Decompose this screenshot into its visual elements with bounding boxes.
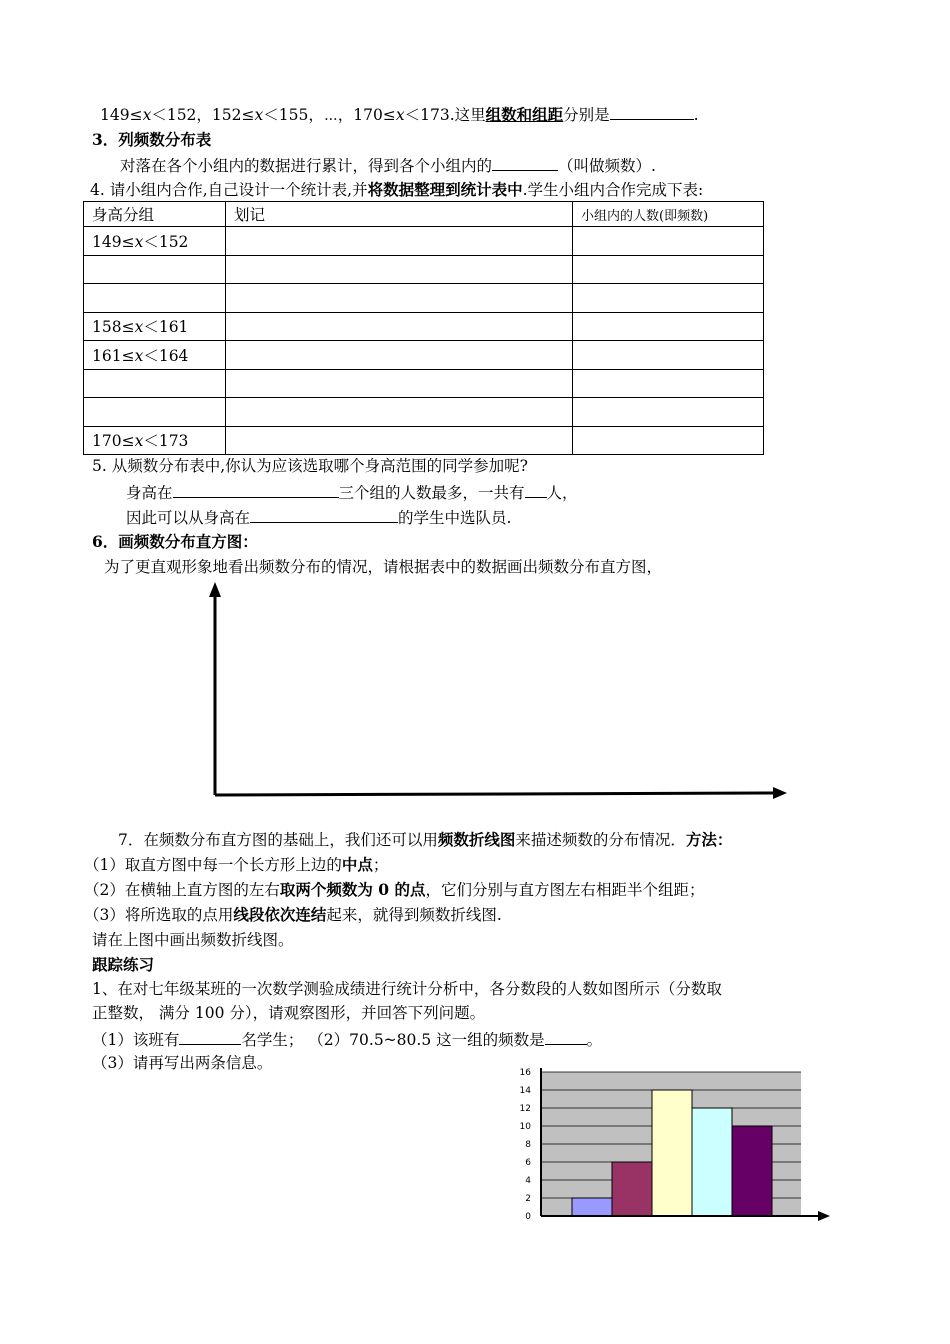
y-tick-label: 10 [519,1122,531,1132]
height-range-cell[interactable]: 161≤x＜164 [84,341,226,370]
chart-x-arrow-icon [818,1211,830,1221]
y-tick-label: 14 [519,1086,531,1096]
section-3-title: 3．列频数分布表 [92,130,212,149]
draw-polygon-instruction: 请在上图中画出频数折线图。 [92,931,294,949]
practice-text-2: 正整数， 满分 100 分），请观察图形，并回答下列问题。 [92,1004,486,1022]
y-tick-label: 12 [519,1104,531,1114]
header-tally: 划记 [226,202,573,227]
section-5-answer-2: 因此可以从身高在 的学生中选队员. [126,509,512,527]
header-frequency: 小组内的人数(即频数) [573,202,764,227]
y-tick-label: 0 [525,1212,531,1222]
practice-text-1: 1、在对七年级某班的一次数学测验成绩进行统计分析中，各分数段的人数如图所示（分数取 [92,980,722,998]
section-7-text: 7．在频数分布直方图的基础上，我们还可以用频数折线图来描述频数的分布情况．方法： [118,830,733,849]
y-tick-label: 2 [525,1194,531,1204]
step-1: （1）取直方图中每一个长方形上边的中点； [84,855,389,874]
step-3: （3）将所选取的点用线段依次连结起来，就得到频数折线图. [84,905,502,924]
practice-title: 跟踪练习 [92,955,155,974]
section-5-question: 5. 从频数分布表中,你认为应该选取哪个身高范围的同学参加呢? [92,457,528,475]
section-5-answer-1: 身高在 三个组的人数最多，一共有 人， [126,484,578,502]
section-6-title: 6．画频数分布直方图： [92,532,258,551]
header-height-group: 身高分组 [84,202,226,227]
y-tick-label: 8 [525,1140,531,1150]
section-4-text: 4. 请小组内合作,自己设计一个统计表,并将数据整理到统计表中.学生小组内合作完成下表: [90,180,704,199]
bar-5 [732,1126,772,1216]
practice-question-3: （3）请再写出两条信息。 [92,1054,273,1072]
y-tick-label: 4 [525,1176,531,1186]
height-range-cell[interactable]: 158≤x＜161 [84,312,226,341]
bar-2 [612,1162,652,1216]
height-range-cell[interactable]: 149≤x＜152 [84,227,226,256]
bar-3 [652,1090,692,1216]
y-tick-label: 16 [519,1068,531,1078]
practice-questions: （1）该班有 名学生； （2）70.5~80.5 这一组的频数是 。 [92,1031,603,1049]
y-tick-label: 6 [525,1158,531,1168]
section-3-text: 对落在各个小组内的数据进行累计，得到各个小组内的 （叫做频数）. [120,157,656,175]
section-6-text: 为了更直观形象地看出频数分布的情况，请根据表中的数据画出频数分布直方图， [104,558,663,576]
step-2: （2）在横轴上直方图的左右取两个频数为 0 的点，它们分别与直方图左右相距半个组距； [84,880,705,899]
bar-1 [572,1198,612,1216]
group-count-and-width: 组数和组距 [485,105,564,124]
height-range-cell[interactable]: 170≤x＜173 [84,426,226,455]
intro-line: 149≤x＜152，152≤x＜155，⋯，170≤x＜173.这里组数和组距分别是 . [100,105,699,124]
bar-4 [692,1108,732,1216]
